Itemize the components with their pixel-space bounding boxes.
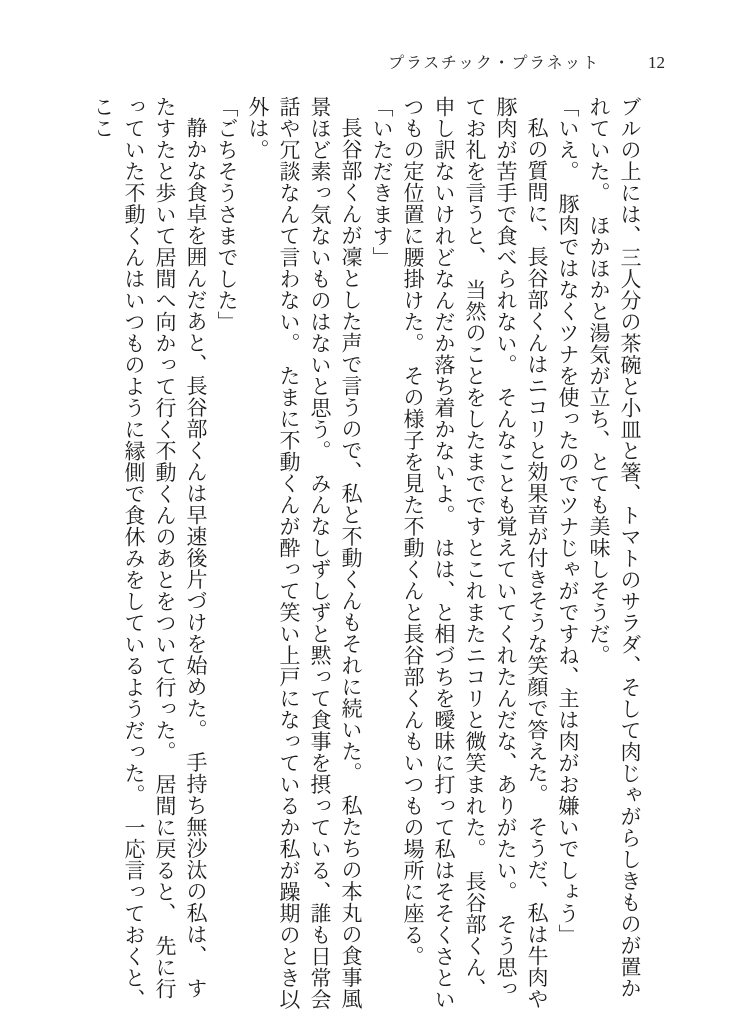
paragraph: 「いえ。 豚肉ではなくツナを使ったのでツナじゃがですね、主は肉がお嫌いでしょう」 — [556, 96, 580, 946]
paragraph: 長谷部くんが凜とした声で言うので、私と不動くんもそれに続いた。 私たちの本丸の食事風景ほど素っ気ないものはないと思う。 みんなしずしずと黙って食事を摂っている、誰も日常会話や冗談なんて言わない。 たまに不動くんが酔って笑い上戸になっているか私が躁期のとき以外は。 — [246, 96, 363, 1010]
paragraph: 静かな食卓を囲んだあと、長谷部くんは早速後片づけを始めた。 手持ち無沙汰の私は、 すたすたと歩いて居間へ向かって行く不動くんのあとをついて行った。 居間に戻ると、 先に行っていた不動くんはいつものように縁側で食休みをしているようだった。 一応言っておくと、 ここ — [91, 96, 208, 1021]
body-text — [91, 96, 645, 1021]
running-head — [388, 50, 665, 73]
paragraph: 私の質問に、長谷部くんはニコリと効果音が付きそうな笑顔で答えた。 そうだ、私は牛肉や豚肉が苦手で食べられない。 そんなことも覚えていてくれたんだな、ありがたい。 そう思ってお礼を言うと、 当然のことをしたまでですとこれまたニコリと微笑まれた。 長谷部くん、申し訳ないけれどなんだか落ち着かないよ。 はは、と相づちを曖昧に打って私はそそくさといつもの定位置に腰掛けた。 その様子を見た不動くんと長谷部くんもいつもの場所に座る。 — [401, 96, 549, 1010]
book-title: プラスチック・プラネット — [388, 55, 600, 72]
paragraph: ブルの上には、三人分の茶碗と小皿と箸、トマトのサラダ、そして肉じゃがらしきものが置かれていた。 ほかほかと湯気が立ち、とても美味しそうだ。 — [587, 96, 642, 999]
paragraph: 「いただきます」 — [370, 96, 394, 268]
paragraph: 「ごちそうさまでした」 — [215, 96, 239, 333]
page-number: 12 — [648, 53, 665, 72]
